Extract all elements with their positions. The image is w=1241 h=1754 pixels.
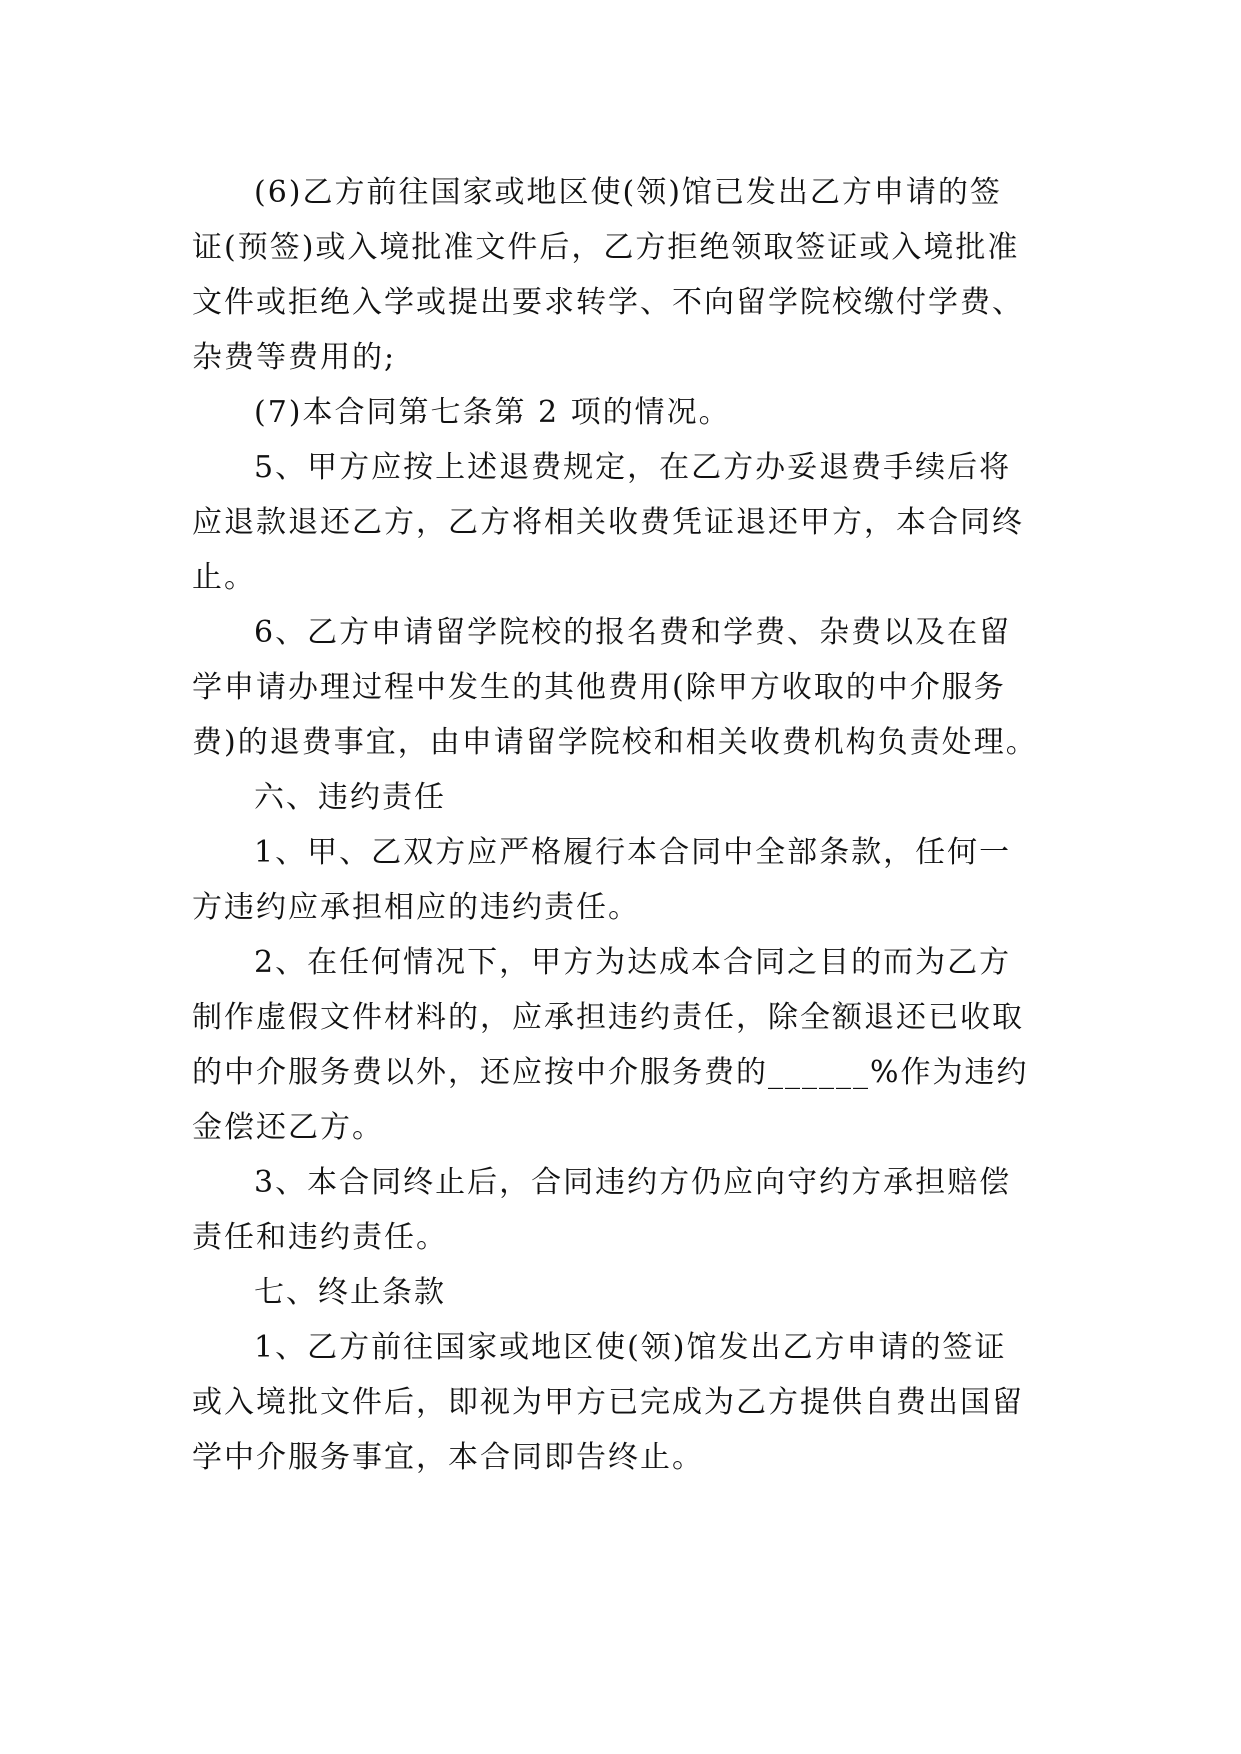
text-line: 止。 [192, 560, 256, 595]
text-line: 方违约应承担相应的违约责任。 [192, 890, 640, 925]
text-line: (7)本合同第七条第 2 项的情况。 [254, 395, 731, 430]
text-line: 金偿还乙方。 [192, 1110, 384, 1145]
text-line: 费)的退费事宜，由申请留学院校和相关收费机构负责处理。 [192, 725, 1038, 760]
text-line: 6、乙方申请留学院校的报名费和学费、杂费以及在留 [254, 615, 1012, 650]
section-heading: 六、违约责任 [254, 780, 446, 815]
text-line: 学中介服务事宜，本合同即告终止。 [192, 1440, 704, 1475]
text-line: 应退款退还乙方，乙方将相关收费凭证退还甲方，本合同终 [192, 505, 1024, 540]
text-line: 证(预签)或入境批准文件后，乙方拒绝领取签证或入境批准 [192, 230, 1020, 265]
text-line: 或入境批文件后，即视为甲方已完成为乙方提供自费出国留 [192, 1385, 1024, 1420]
text-line: (6)乙方前往国家或地区使(领)馆已发出乙方申请的签 [254, 175, 1002, 210]
text-line: 责任和违约责任。 [192, 1220, 448, 1255]
text-line: 杂费等费用的; [192, 340, 397, 375]
text-line: 制作虚假文件材料的，应承担违约责任，除全额退还已收取 [192, 1000, 1024, 1035]
text-line: 的中介服务费以外，还应按中介服务费的______%作为违约 [192, 1055, 1029, 1090]
text-line: 学申请办理过程中发生的其他费用(除甲方收取的中介服务 [192, 670, 1006, 705]
section-heading: 七、终止条款 [254, 1275, 446, 1310]
text-line: 文件或拒绝入学或提出要求转学、不向留学院校缴付学费、 [192, 285, 1024, 320]
text-line: 3、本合同终止后，合同违约方仍应向守约方承担赔偿 [254, 1165, 1012, 1200]
text-line: 2、在任何情况下，甲方为达成本合同之目的而为乙方 [254, 945, 1012, 980]
text-line: 1、甲、乙双方应严格履行本合同中全部条款，任何一 [254, 835, 1012, 870]
text-line: 5、甲方应按上述退费规定，在乙方办妥退费手续后将 [254, 450, 1012, 485]
text-line: 1、乙方前往国家或地区使(领)馆发出乙方申请的签证 [254, 1330, 1007, 1365]
